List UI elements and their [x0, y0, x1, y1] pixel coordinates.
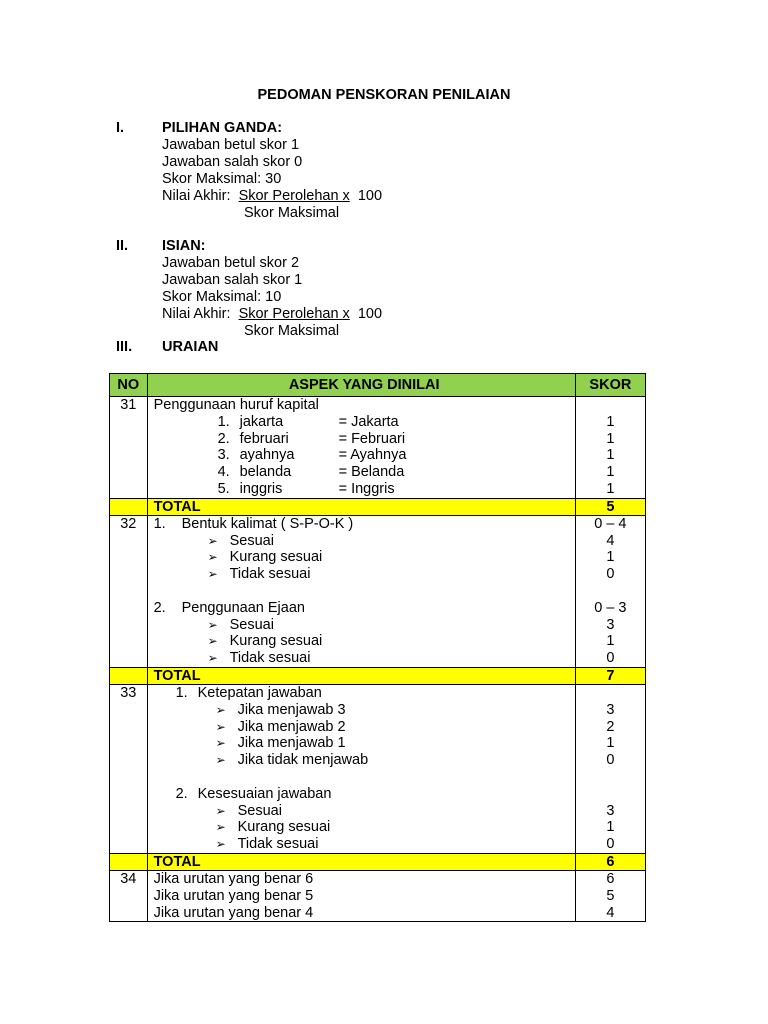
total-row	[110, 667, 646, 684]
arrow-bullet-icon: ➢	[215, 736, 226, 751]
list-item: Jika urutan yang benar 6	[153, 870, 314, 887]
total-label: TOTAL	[147, 667, 575, 684]
arrow-bullet-icon: ➢	[215, 753, 226, 768]
criteria-heading: 1. Bentuk kalimat ( S-P-O-K )	[153, 515, 354, 532]
arrow-bullet-icon: ➢	[215, 719, 226, 734]
table-row	[110, 870, 646, 921]
list-item: ➢ Kurang sesuai	[207, 633, 323, 650]
section-number: I.	[116, 120, 125, 136]
question-number: 32	[110, 515, 148, 667]
list-item: Jika urutan yang benar 5	[153, 887, 314, 904]
list-item: Jika urutan yang benar 4	[153, 904, 314, 921]
table-row	[110, 684, 646, 853]
table-row	[110, 515, 646, 667]
rule-line: Jawaban betul skor 2	[162, 255, 300, 271]
rule-line: Jawaban betul skor 1	[162, 137, 300, 153]
list-item: 3. ayahnya = Ayahnya	[217, 447, 407, 464]
total-row	[110, 853, 646, 870]
list-item: 4. belanda = Belanda	[217, 464, 405, 481]
aspect-cell	[147, 397, 575, 499]
list-item: ➢ Sesuai	[215, 802, 282, 819]
list-item: ➢ Tidak sesuai	[207, 566, 311, 583]
section-heading: PILIHAN GANDA:	[162, 120, 283, 136]
rule-line: Jawaban salah skor 1	[162, 272, 303, 288]
rule-line: Jawaban salah skor 0	[162, 154, 303, 170]
score-cell: 0 – 4 4 1 0 0 – 3 3 1 0	[575, 515, 645, 667]
table-row	[110, 397, 646, 499]
header-skor: SKOR	[575, 374, 645, 397]
formula-multiplier: 100	[349, 188, 383, 204]
aspect-cell	[147, 870, 575, 921]
section-number: III.	[116, 339, 133, 355]
list-item: 1. jakarta = Jakarta	[217, 413, 399, 430]
formula-label: Nilai Akhir:	[162, 306, 231, 322]
formula-denominator: Skor Maksimal	[244, 205, 340, 221]
header-no: NO	[110, 374, 148, 397]
formula-label: Nilai Akhir:	[162, 188, 231, 204]
criteria-heading: 2. Penggunaan Ejaan	[153, 599, 305, 616]
list-item: ➢ Sesuai	[207, 532, 274, 549]
list-item: ➢ Jika menjawab 3	[215, 701, 346, 718]
arrow-bullet-icon: ➢	[215, 820, 226, 835]
header-aspek: ASPEK YANG DINILAI	[147, 374, 575, 397]
question-number: 34	[110, 870, 148, 921]
formula-multiplier: 100	[349, 306, 383, 322]
page-title: PEDOMAN PENSKORAN PENILAIAN	[257, 87, 511, 103]
rubric-table	[109, 373, 646, 922]
total-label: TOTAL	[147, 853, 575, 870]
section-heading: URAIAN	[162, 339, 219, 355]
arrow-bullet-icon: ➢	[207, 533, 218, 548]
section-heading: ISIAN:	[162, 238, 206, 254]
score-cell: 6 5 4	[575, 870, 645, 921]
formula-line: Nilai Akhir: Skor Perolehan x 100	[162, 306, 383, 322]
total-value: 6	[575, 853, 645, 870]
aspect-cell	[147, 515, 575, 667]
aspect-heading: Penggunaan huruf kapital	[153, 397, 319, 413]
formula-denominator: Skor Maksimal	[244, 323, 340, 339]
total-value: 7	[575, 667, 645, 684]
list-item: ➢ Kurang sesuai	[207, 549, 323, 566]
formula-numerator: Skor Perolehan	[238, 188, 343, 204]
score-cell: 1 1 1 1 1	[575, 397, 645, 499]
list-item: 2. februari = Februari	[217, 430, 406, 447]
list-item: ➢ Jika tidak menjawab	[215, 752, 369, 769]
arrow-bullet-icon: ➢	[215, 837, 226, 852]
list-item: 5. inggris = Inggris	[217, 480, 395, 497]
rule-line: Skor Maksimal: 30	[162, 171, 282, 187]
list-item: ➢ Sesuai	[207, 616, 274, 633]
list-item: ➢ Jika menjawab 2	[215, 718, 346, 735]
score-cell: 3 2 1 0 3 1 0	[575, 684, 645, 853]
total-value: 5	[575, 498, 645, 515]
arrow-bullet-icon: ➢	[215, 702, 226, 717]
list-item: ➢ Tidak sesuai	[215, 836, 319, 853]
arrow-bullet-icon: ➢	[207, 634, 218, 649]
total-label: TOTAL	[147, 498, 575, 515]
total-row	[110, 498, 646, 515]
formula-numerator: Skor Perolehan	[238, 306, 343, 322]
list-item: ➢ Kurang sesuai	[215, 819, 331, 836]
rule-line: Skor Maksimal: 10	[162, 289, 282, 305]
arrow-bullet-icon: ➢	[207, 651, 218, 666]
arrow-bullet-icon: ➢	[207, 550, 218, 565]
arrow-bullet-icon: ➢	[207, 617, 218, 632]
question-number: 33	[110, 684, 148, 853]
arrow-bullet-icon: ➢	[215, 803, 226, 818]
section-number: II.	[116, 238, 129, 254]
formula-line: Nilai Akhir: Skor Perolehan x 100	[162, 188, 383, 204]
aspect-cell	[147, 684, 575, 853]
list-item: ➢ Tidak sesuai	[207, 650, 311, 667]
list-item: ➢ Jika menjawab 1	[215, 735, 346, 752]
arrow-bullet-icon: ➢	[207, 567, 218, 582]
table-header-row	[110, 374, 646, 397]
criteria-heading: 1. Ketepatan jawaban	[175, 684, 322, 701]
criteria-heading: 2. Kesesuaian jawaban	[175, 785, 332, 802]
question-number: 31	[110, 397, 148, 499]
